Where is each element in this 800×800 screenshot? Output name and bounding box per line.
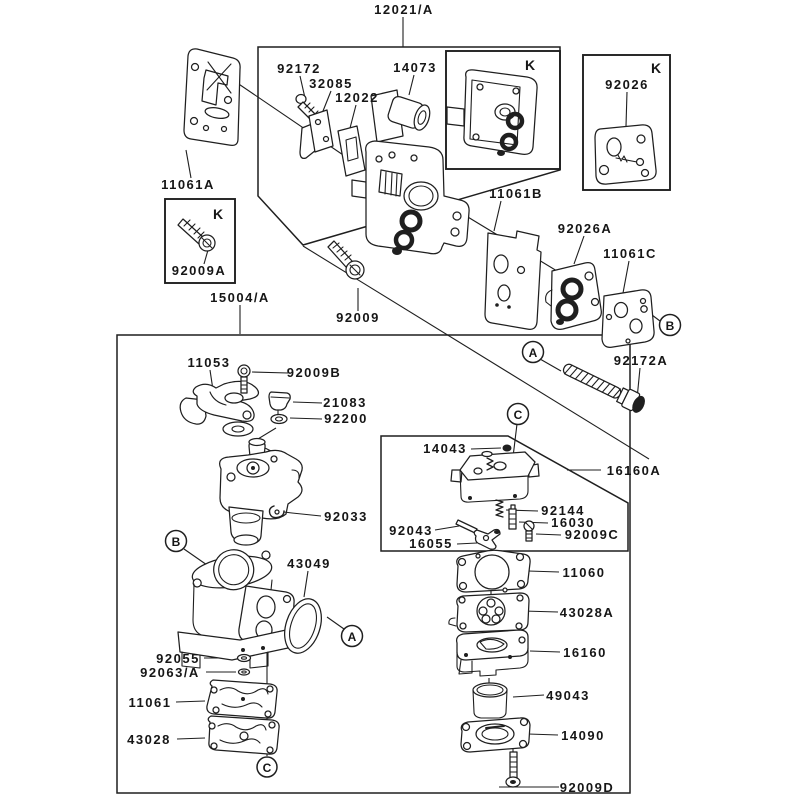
- k-mark-92026-box: K: [650, 60, 662, 76]
- part-label-16030: 16030: [551, 515, 595, 530]
- gasket-11061-drawing: [207, 680, 277, 718]
- fuel-pump-assembly-drawing: [451, 452, 539, 503]
- gasket-11061b-drawing: [485, 231, 541, 329]
- part-label-43028: 43028: [127, 732, 171, 747]
- part-label-92009d: 92009D: [559, 780, 615, 795]
- part-label-92009b: 92009B: [286, 365, 342, 380]
- k-mark-92009a-box: K: [212, 206, 224, 222]
- screw-92009a-drawing: [178, 219, 215, 251]
- washer-92055-drawing: [238, 655, 251, 662]
- screw-92009d-drawing: [506, 752, 520, 787]
- lever-16055-drawing: [474, 530, 500, 550]
- callout-letter-c-top: C: [513, 408, 523, 422]
- carburetor-body-12021-drawing: [352, 141, 469, 255]
- cup-49043-drawing: [473, 683, 507, 718]
- part-label-92009a: 92009A: [171, 263, 227, 278]
- part-label-16160: 16160: [563, 645, 607, 660]
- screw-92009c-drawing: [524, 521, 534, 541]
- gasket-11061c-drawing: [602, 290, 654, 347]
- part-label-11061b: 11061B: [489, 186, 543, 201]
- plate-32085-drawing: [300, 110, 333, 158]
- part-label-14090: 14090: [561, 728, 605, 743]
- check-valve-14043-drawing: [503, 445, 512, 452]
- washer-92200-drawing: [271, 415, 287, 424]
- plate-12022-drawing: [338, 126, 365, 176]
- pump-body-16160-drawing: [457, 630, 528, 676]
- part-label-11060: 11060: [562, 565, 606, 580]
- callout-letter-b-right: B: [665, 319, 675, 333]
- washer-92063a-drawing: [239, 669, 250, 675]
- spring-92144-drawing: [496, 500, 503, 517]
- plunger-16030-drawing: [509, 505, 516, 529]
- part-label-92063a: 92063/A: [140, 665, 200, 680]
- reed-valve-92026a-drawing: [546, 263, 602, 330]
- part-label-92009: 92009: [336, 310, 380, 325]
- part-label-92172a: 92172A: [613, 353, 669, 368]
- part-label-12022: 12022: [335, 90, 379, 105]
- part-label-92033: 92033: [324, 509, 368, 524]
- k-mark-carburetor-box: K: [524, 57, 536, 73]
- callout-letter-b-left: B: [171, 535, 181, 549]
- screw-92009-drawing: [328, 241, 364, 279]
- cover-14090-drawing: [461, 718, 530, 752]
- carburetor-lower-body-drawing: [178, 545, 294, 668]
- part-label-15004a: 15004/A: [210, 290, 270, 305]
- callout-letter-a-right: A: [528, 346, 538, 360]
- part-label-16055: 16055: [409, 536, 453, 551]
- part-label-92200: 92200: [324, 411, 368, 426]
- part-label-11061a: 11061A: [161, 177, 215, 192]
- part-label-11053: 11053: [187, 355, 231, 370]
- part-label-43049: 43049: [287, 556, 331, 571]
- part-label-92043: 92043: [389, 523, 433, 538]
- part-label-21083: 21083: [323, 395, 367, 410]
- part-label-16160a: 16160A: [606, 463, 662, 478]
- callout-letter-c-bottom: C: [262, 761, 272, 775]
- primer-body-14073-drawing: [371, 90, 433, 142]
- part-label-49043: 49043: [546, 688, 590, 703]
- part-label-92026a: 92026A: [557, 221, 613, 236]
- part-label-11061c: 11061C: [603, 246, 657, 261]
- carburetor-upper-assembly-drawing: [220, 439, 303, 546]
- reed-plate-92026-drawing: [595, 125, 656, 184]
- part-label-14073: 14073: [393, 60, 437, 75]
- gasket-11060-drawing: [457, 550, 530, 592]
- k-box-carburetor-drawing: [447, 70, 537, 156]
- part-label-43028a: 43028A: [559, 605, 615, 620]
- pin-92043-drawing: [456, 520, 477, 533]
- part-label-12021a: 12021/A: [374, 2, 434, 17]
- part-label-92144: 92144: [541, 503, 585, 518]
- part-label-92009c: 92009C: [564, 527, 620, 542]
- diaphragm-43028-drawing: [208, 716, 279, 754]
- insulator-plate-11061a-drawing: [184, 49, 240, 146]
- part-label-14043: 14043: [423, 441, 467, 456]
- part-label-92172: 92172: [277, 61, 321, 76]
- part-label-92055: 92055: [156, 651, 200, 666]
- part-label-32085: 32085: [309, 76, 353, 91]
- callout-letter-a-left: A: [347, 630, 357, 644]
- diaphragm-43028a-drawing: [449, 593, 529, 632]
- part-label-92026: 92026: [605, 77, 649, 92]
- part-label-11061: 11061: [128, 695, 172, 710]
